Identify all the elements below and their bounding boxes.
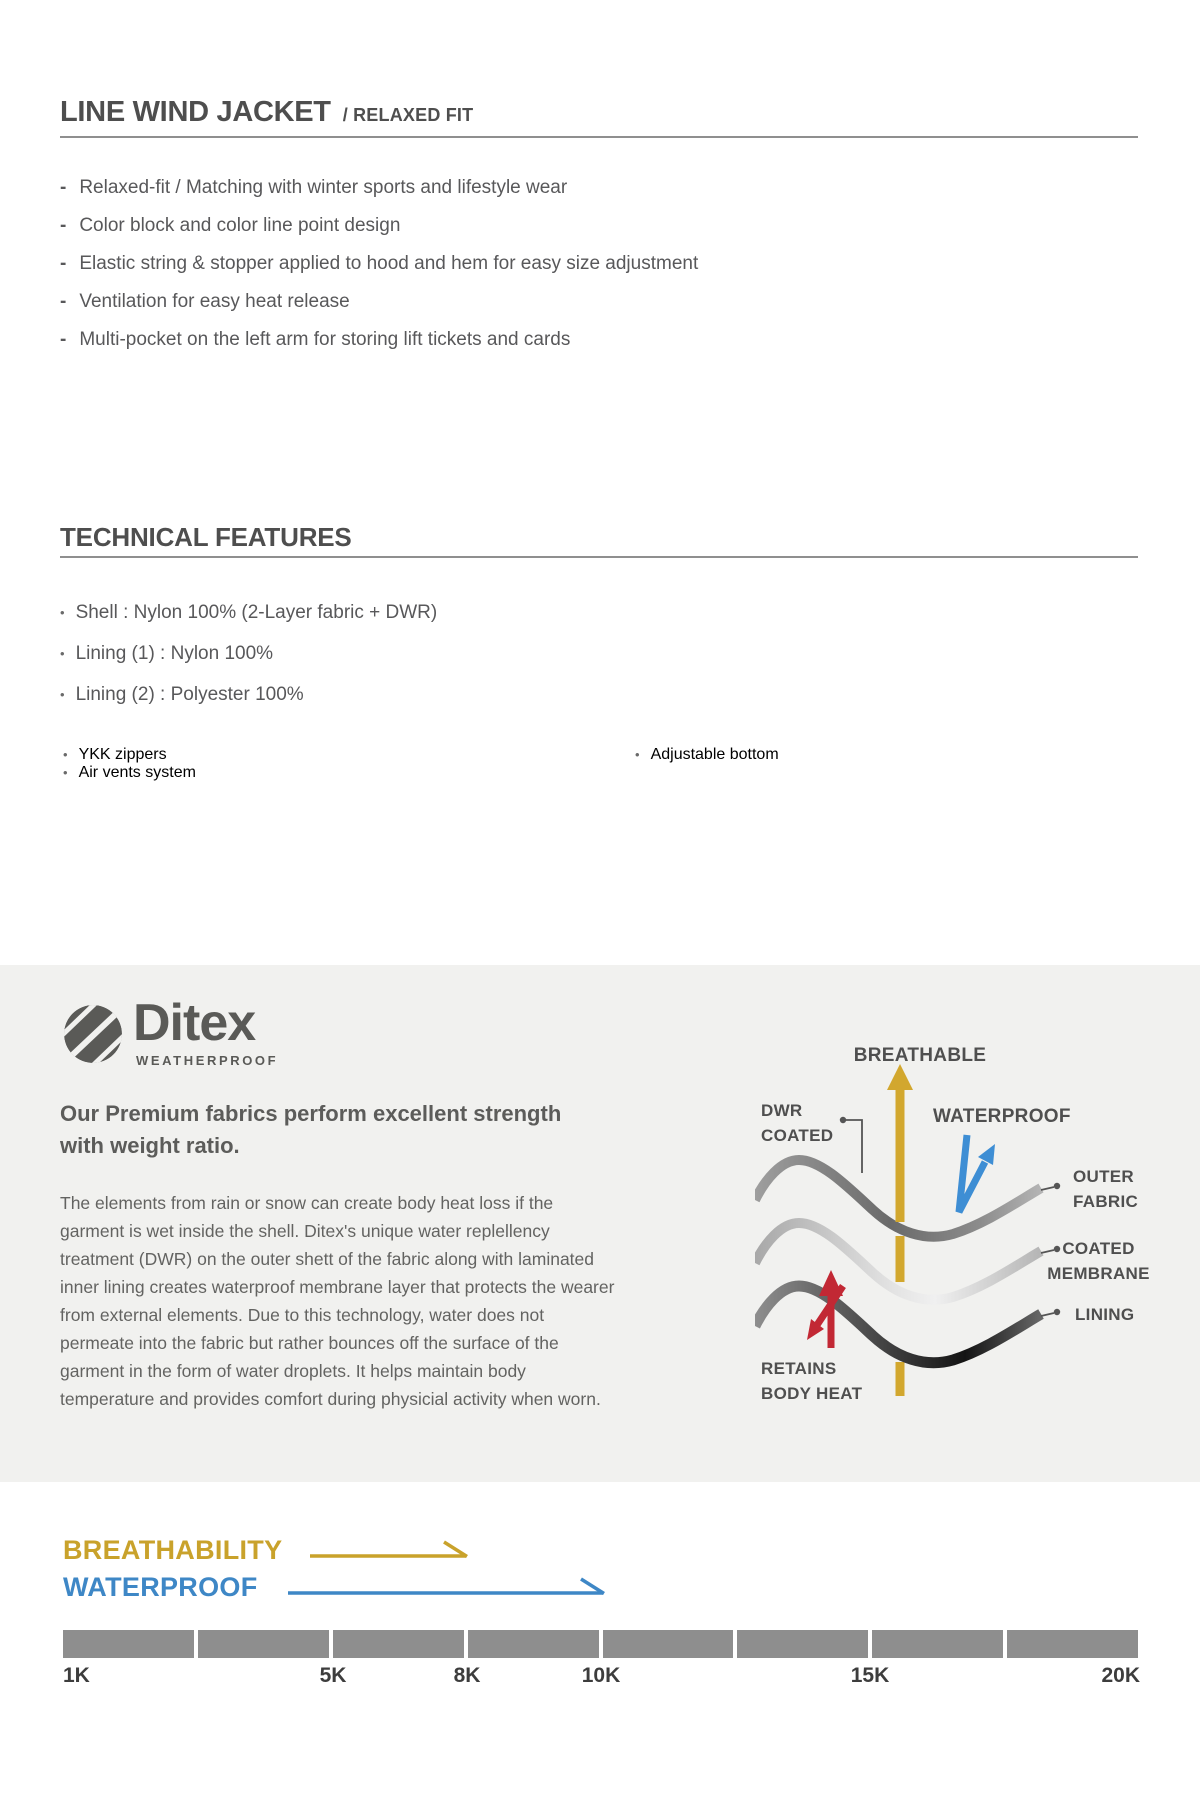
bullet-marker: • (63, 747, 68, 762)
material-text: Lining (1) : Nylon 100% (75, 643, 274, 664)
list-item (60, 592, 437, 633)
label-lining: LINING (1075, 1305, 1135, 1324)
label-breathable: BREATHABLE (853, 1045, 987, 1066)
scale-segment (468, 1630, 599, 1658)
bullet-marker: • (635, 747, 640, 762)
material-text: Lining (2) : Polyester 100% (75, 684, 304, 705)
title-divider (60, 136, 1138, 138)
breathable-arrow-icon (887, 1064, 913, 1222)
scale-tick-1k: 1K (63, 1664, 90, 1687)
page-title: LINE WIND JACKET (60, 96, 331, 128)
brand-name: Ditex (133, 994, 256, 1052)
scale-segment (198, 1630, 329, 1658)
scale-segment (737, 1630, 868, 1658)
feature-text: Elastic string & stopper applied to hood and hem for easy size adjustment (79, 253, 699, 274)
section-title-technical-features: TECHNICAL FEATURES (60, 522, 352, 552)
technology-description: The elements from rain or snow can create body heat loss if the garment is wet inside the shell. Ditex's unique water replellency treatment (DWR) on the outer shett of the fabric along with laminated inner lining creates waterproof membrane layer that protects the wearer from external elements. Due to this technology, water does not permeate into the fabric but rather bounces off the surface of the garment in the form of water droplets. It helps maintain body temperature and provides comfort during physicial activity when worn. (60, 1193, 615, 1409)
label-outer-fabric: OUTER FABRIC (1073, 1167, 1139, 1211)
scale-tick-15k: 15K (850, 1664, 890, 1687)
scale-segment (333, 1630, 464, 1658)
dash-marker: - (60, 177, 67, 198)
scale-tick-5k: 5K (319, 1664, 347, 1687)
label-dwr-coated: DWR COATED (761, 1101, 834, 1145)
feature-list (60, 169, 698, 359)
dash-marker: - (60, 253, 67, 274)
waterproof-arrow-icon (288, 1579, 604, 1594)
technology-headline: Our Premium fabrics perform excellent strength with weight ratio. (60, 1101, 562, 1158)
label-retains-body-heat: RETAINS BODY HEAT (761, 1359, 863, 1403)
bullet-marker: • (60, 605, 65, 620)
header (60, 96, 473, 129)
list-item (60, 633, 437, 674)
scale-tick-10k: 10K (581, 1664, 621, 1687)
list-item (63, 746, 196, 764)
ditex-technology-panel (0, 965, 1200, 1482)
rating-scale-bar (63, 1630, 1138, 1658)
list-item (60, 674, 437, 715)
scale-segment (603, 1630, 734, 1658)
extra-text: Air vents system (78, 764, 196, 781)
list-item (635, 746, 779, 764)
extras-list-left (63, 746, 196, 782)
waterproof-rating-label: WATERPROOF (63, 1572, 258, 1602)
list-item (60, 207, 698, 245)
fit-label: / RELAXED FIT (342, 105, 474, 125)
breathability-arrow-icon (310, 1542, 467, 1557)
list-item (60, 321, 698, 359)
brand-tagline: WEATHERPROOF (136, 1053, 279, 1068)
extras-list-right (635, 746, 779, 764)
dash-marker: - (60, 329, 67, 350)
bullet-marker: • (63, 765, 68, 780)
technical-divider (60, 556, 1138, 558)
scale-segment (63, 1630, 194, 1658)
rating-arrows (0, 1540, 660, 1610)
material-text: Shell : Nylon 100% (2-Layer fabric + DWR) (75, 602, 438, 623)
list-item (63, 764, 196, 782)
scale-tick-8k: 8K (453, 1664, 481, 1687)
list-item (60, 245, 698, 283)
extra-text: Adjustable bottom (650, 746, 779, 763)
scale-segment (872, 1630, 1003, 1658)
label-waterproof: WATERPROOF (933, 1106, 1071, 1127)
label-coated-membrane: COATED MEMBRANE (1047, 1239, 1150, 1283)
extra-text: YKK zippers (78, 746, 167, 763)
scale-tick-20k: 20K (1101, 1664, 1140, 1687)
dash-marker: - (60, 215, 67, 236)
bullet-marker: • (60, 646, 65, 661)
feature-text: Multi-pocket on the left arm for storing lift tickets and cards (79, 329, 571, 350)
ditex-logo-icon (62, 1003, 124, 1065)
lining-layer (755, 1286, 1041, 1363)
scale-segment (1007, 1630, 1138, 1658)
breathability-rating-label: BREATHABILITY (63, 1535, 283, 1565)
feature-text: Relaxed-fit / Matching with winter sports and lifestyle wear (79, 177, 568, 198)
bullet-marker: • (60, 687, 65, 702)
list-item (60, 283, 698, 321)
feature-text: Ventilation for easy heat release (79, 291, 350, 312)
waterproof-arrow-icon (959, 1135, 995, 1212)
dash-marker: - (60, 291, 67, 312)
list-item (60, 169, 698, 207)
fabric-layer-diagram (755, 1040, 1195, 1460)
feature-text: Color block and color line point design (79, 215, 401, 236)
materials-list (60, 592, 437, 715)
